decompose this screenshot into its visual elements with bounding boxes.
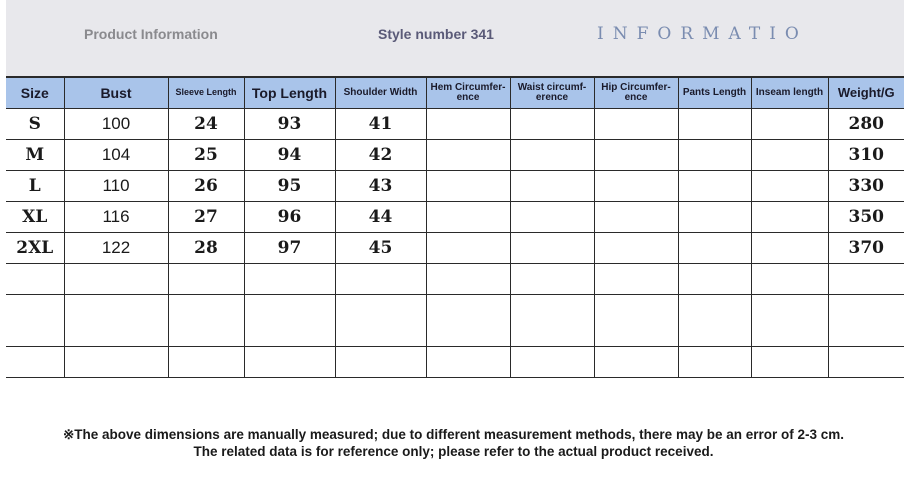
col-header-size: Size (6, 77, 64, 109)
hem-cell (426, 171, 510, 202)
col-header-shoulder-width: Shoulder Width (335, 77, 426, 109)
disclaimer-line-2: The related data is for reference only; please refer to the actual product received. (193, 444, 714, 459)
size-cell: M (6, 140, 64, 171)
table-row (6, 140, 904, 171)
table-row (6, 109, 904, 140)
table-row (6, 171, 904, 202)
col-header-sleeve-length: Sleeve Length (168, 77, 244, 109)
hip-cell (594, 140, 678, 171)
waist-cell (510, 202, 594, 233)
weight-cell: 280 (828, 109, 904, 140)
hip-cell (594, 171, 678, 202)
shoulder-cell: 43 (335, 171, 426, 202)
weight-cell: 350 (828, 202, 904, 233)
weight-cell: 370 (828, 233, 904, 264)
waist-cell (510, 233, 594, 264)
inseam-cell (751, 171, 828, 202)
col-header-hip-circumference: Hip Circumfer- ence (594, 77, 678, 109)
shoulder-cell: 42 (335, 140, 426, 171)
bust-cell: 104 (64, 140, 168, 171)
inseam-cell (751, 233, 828, 264)
waist-cell (510, 109, 594, 140)
measurement-disclaimer (0, 426, 907, 460)
table-row (6, 202, 904, 233)
inseam-cell (751, 109, 828, 140)
shoulder-cell: 41 (335, 109, 426, 140)
bust-cell: 122 (64, 233, 168, 264)
empty-row (6, 295, 904, 347)
hem-cell (426, 202, 510, 233)
top-length-cell: 97 (244, 233, 335, 264)
pants-cell (678, 171, 751, 202)
col-header-pants-length: Pants Length (678, 77, 751, 109)
hip-cell (594, 202, 678, 233)
inseam-cell (751, 202, 828, 233)
bust-cell: 110 (64, 171, 168, 202)
brand-text: INFORMATIO (597, 24, 808, 44)
col-header-top-length: Top Length (244, 77, 335, 109)
table-header-row (6, 77, 904, 109)
hem-cell (426, 233, 510, 264)
top-length-cell: 94 (244, 140, 335, 171)
col-header-hem-circumference: Hem Circumfer- ence (426, 77, 510, 109)
waist-cell (510, 140, 594, 171)
col-header-waist-circumference: Waist circumf- erence (510, 77, 594, 109)
size-cell: S (6, 109, 64, 140)
shoulder-cell: 45 (335, 233, 426, 264)
top-length-cell: 95 (244, 171, 335, 202)
hem-cell (426, 109, 510, 140)
sleeve-cell: 26 (168, 171, 244, 202)
sleeve-cell: 27 (168, 202, 244, 233)
empty-row (6, 264, 904, 295)
pants-cell (678, 233, 751, 264)
hem-cell (426, 140, 510, 171)
inseam-cell (751, 140, 828, 171)
col-header-inseam-length: Inseam length (751, 77, 828, 109)
sleeve-cell: 25 (168, 140, 244, 171)
pants-cell (678, 140, 751, 171)
col-header-bust: Bust (64, 77, 168, 109)
size-cell: XL (6, 202, 64, 233)
sleeve-cell: 24 (168, 109, 244, 140)
hip-cell (594, 109, 678, 140)
bust-cell: 100 (64, 109, 168, 140)
waist-cell (510, 171, 594, 202)
size-chart-table (6, 76, 904, 378)
weight-cell: 330 (828, 171, 904, 202)
empty-row (6, 347, 904, 378)
bust-cell: 116 (64, 202, 168, 233)
disclaimer-line-1: ※The above dimensions are manually measured; due to different measurement methods, there may be an error of 2-3 cm. (62, 427, 845, 442)
pants-cell (678, 202, 751, 233)
col-header-weight: Weight/G (828, 77, 904, 109)
top-length-cell: 93 (244, 109, 335, 140)
product-information-label: Product Information (84, 26, 218, 42)
size-cell: L (6, 171, 64, 202)
shoulder-cell: 44 (335, 202, 426, 233)
top-length-cell: 96 (244, 202, 335, 233)
weight-cell: 310 (828, 140, 904, 171)
hip-cell (594, 233, 678, 264)
style-number-label: Style number 341 (378, 26, 494, 42)
size-cell: 2XL (6, 233, 64, 264)
pants-cell (678, 109, 751, 140)
table-row (6, 233, 904, 264)
sleeve-cell: 28 (168, 233, 244, 264)
